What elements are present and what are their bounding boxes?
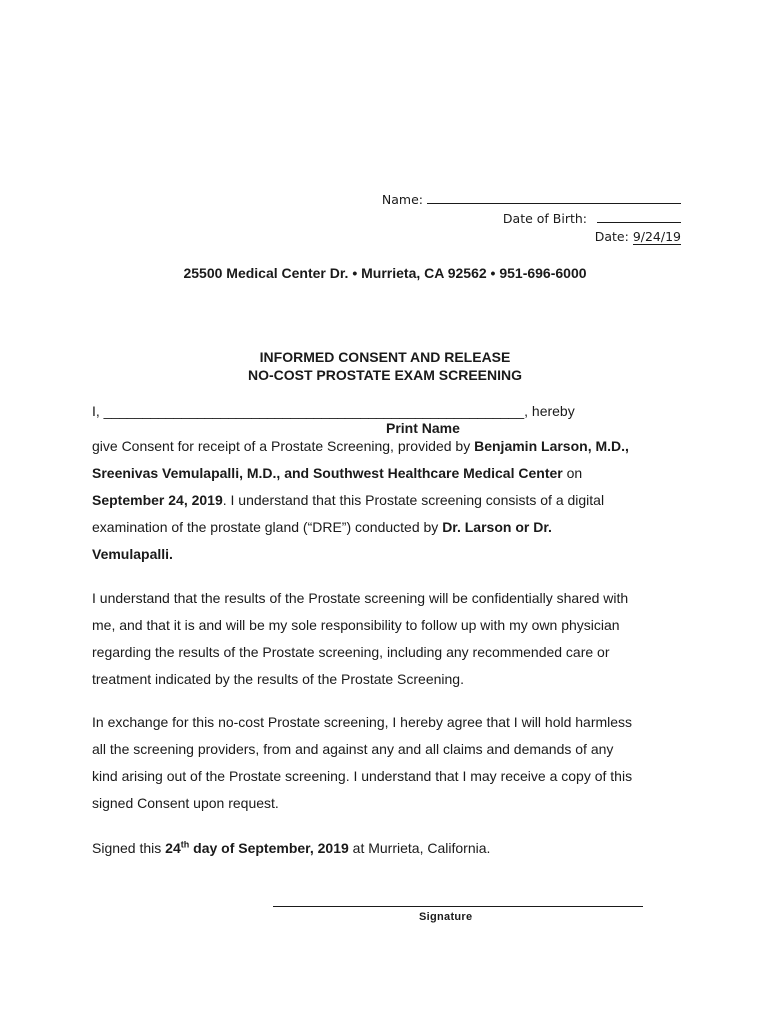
signed-date-line <box>92 840 682 856</box>
clinic-address: 25500 Medical Center Dr. • Murrieta, CA 92562 • 951-696-6000 <box>183 265 587 281</box>
results-paragraph-line: regarding the results of the Prostate screening, including any recommended care or <box>92 644 610 660</box>
consent-l2-text: on <box>562 465 583 481</box>
date-label: Date: <box>594 229 629 244</box>
consent-line-2 <box>92 465 682 481</box>
signature-label: Signature <box>419 911 473 923</box>
document-title-line2: NO-COST PROSTATE EXAM SCREENING <box>247 367 523 383</box>
dob-blank-line[interactable] <box>597 210 681 223</box>
name-blank-line[interactable] <box>427 191 681 204</box>
dob-label: Date of Birth: <box>502 211 588 226</box>
results-paragraph-line: I understand that the results of the Prostate screening will be confidentially shared with <box>92 590 629 606</box>
signed-month-year: day of September, 2019 <box>189 840 349 856</box>
release-paragraph-line: signed Consent upon request. <box>92 795 279 811</box>
consent-l4-bold: Dr. Larson or Dr. <box>442 519 552 535</box>
print-name-label: Print Name <box>386 420 460 436</box>
signed-prefix: Signed this <box>92 840 166 856</box>
consent-l4-text: examination of the prostate gland (“DRE”) conducted by <box>92 519 443 535</box>
signed-day-suffix: th <box>180 839 190 850</box>
consent-line-5 <box>92 546 682 562</box>
consent-l1-text: give Consent for receipt of a Prostate Screening, provided by <box>92 438 475 454</box>
dob-field <box>503 210 681 227</box>
consent-i-prefix: I, <box>92 403 104 419</box>
consent-l3-bold: September 24, 2019 <box>92 492 223 508</box>
results-paragraph-line: me, and that it is and will be my sole responsibility to follow up with my own physician <box>92 617 620 633</box>
signed-location: at Murrieta, California. <box>348 840 491 856</box>
consent-l2-bold: Sreenivas Vemulapalli, M.D., and Southwest Healthcare Medical Center <box>92 465 563 481</box>
consent-l1-bold: Benjamin Larson, M.D., <box>474 438 629 454</box>
consent-line-4 <box>92 519 682 535</box>
consent-name-line <box>92 403 682 419</box>
signed-day: 24 <box>165 840 181 856</box>
release-paragraph-line: In exchange for this no-cost Prostate screening, I hereby agree that I will hold harmless <box>92 714 633 730</box>
print-name-blank[interactable]: ______________________________________________________ <box>103 403 525 419</box>
date-field <box>595 229 681 245</box>
consent-line-1 <box>92 438 682 454</box>
document-title-line1: INFORMED CONSENT AND RELEASE <box>259 349 511 365</box>
release-paragraph-line: kind arising out of the Prostate screening. I understand that I may receive a copy of this <box>92 768 633 784</box>
date-value: 9/24/19 <box>632 229 681 244</box>
signature-line[interactable] <box>273 906 643 907</box>
results-paragraph-line: treatment indicated by the results of the Prostate Screening. <box>92 671 464 687</box>
release-paragraph-line: all the screening providers, from and against any and all claims and demands of any <box>92 741 614 757</box>
name-label: Name: <box>381 192 424 207</box>
consent-line-3 <box>92 492 682 508</box>
consent-l3-text: . I understand that this Prostate screening consists of a digital <box>222 492 605 508</box>
consent-l5-bold: Vemulapalli. <box>92 546 173 562</box>
name-field <box>382 191 681 208</box>
consent-hereby: , hereby <box>524 403 575 419</box>
